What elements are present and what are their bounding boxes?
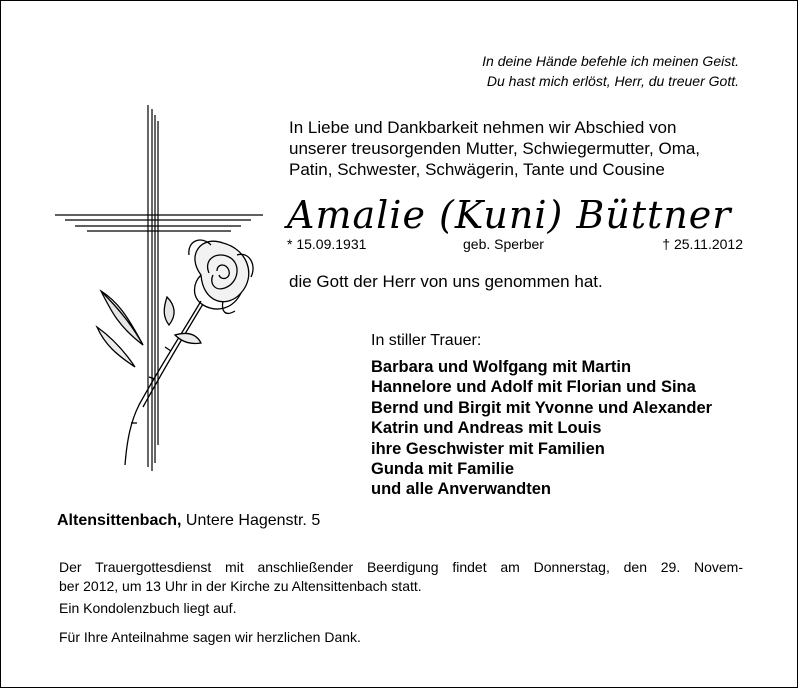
cross-and-rose-illustration [51,105,291,475]
thanks-note: Für Ihre Anteilnahme sagen wir herzlichen Dank. [59,629,361,645]
condolence-book-note: Ein Kondolenzbuch liegt auf. [59,600,237,616]
service-line: Der Trauergottesdienst mit anschließender Beerdigung findet am Donnerstag, den 29. Novem- [59,559,743,575]
address-street: Untere Hagenstr. 5 [185,512,321,529]
verse-line: In deine Hände befehle ich meinen Geist. [482,53,739,69]
mourner-entry: ihre Geschwister mit Familien [371,439,605,458]
verse-line: Du hast mich erlöst, Herr, du treuer Gott. [486,73,739,89]
intro-line: Patin, Schwester, Schwägerin, Tante und Cousine [289,160,665,179]
rose-icon [97,240,253,465]
mourner-entry: Bernd und Birgit mit Yvonne und Alexander [371,398,713,417]
mourner-entry: Barbara und Wolfgang mit Martin [371,358,632,376]
cross-icon [51,105,291,475]
mourning-label: In stiller Trauer: [371,332,482,349]
bible-verse [482,51,739,91]
mourner-entry: Katrin und Andreas mit Louis [371,419,602,438]
birth-date: * 15.09.1931 [287,236,367,252]
intro-line: In Liebe und Dankbarkeit nehmen wir Abschied von [289,118,677,137]
deceased-name: Amalie (Kuni) Büttner [287,193,732,237]
funeral-service-info [59,558,743,596]
address [57,511,320,531]
life-dates [287,235,743,255]
taken-by-god-text: die Gott der Herr von uns genommen hat. [289,272,603,291]
intro-line: unserer treusorgenden Mutter, Schwiegermutter, Oma, [289,139,701,158]
mourner-entry: und alle Anverwandten [371,480,552,499]
service-line: ber 2012, um 13 Uhr in der Kirche zu Altensittenbach statt. [59,578,422,594]
maiden-name: geb. Sperber [463,236,544,252]
mourner-entry: Hannelore und Adolf mit Florian und Sina [371,378,696,397]
mourner-entry: Gunda mit Familie [371,460,515,479]
death-date: † 25.11.2012 [662,236,743,252]
intro-text [289,117,745,180]
address-town: Altensittenbach, [57,512,182,529]
mourners-list [371,357,712,500]
